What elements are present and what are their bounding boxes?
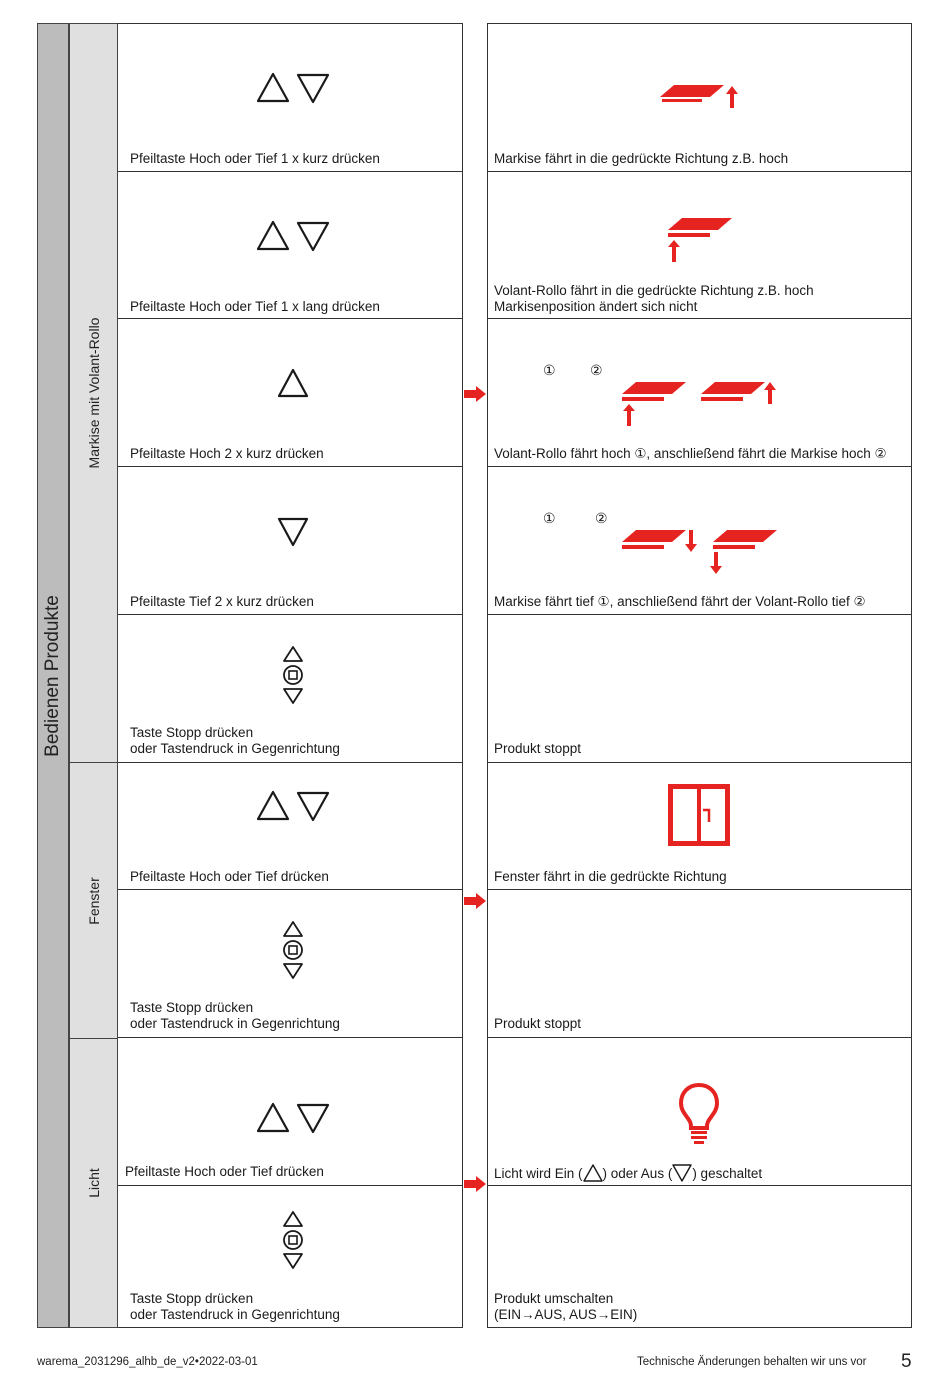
row-divider [487,889,912,890]
row-divider [118,1185,463,1186]
step-marker-1: ① [543,362,556,378]
row8-action: Pfeiltaste Hoch oder Tief drücken [125,1164,324,1179]
awning-icon [660,83,740,109]
row-divider [118,614,463,615]
up-key-icon [277,368,309,400]
row8-result-mid: ) oder Aus ( [602,1166,673,1181]
stop-key-icon [281,645,305,707]
table-border-right [911,23,912,1328]
row-divider [487,762,912,763]
awning-sequence-icon [620,528,780,576]
row5-result: Produkt stoppt [494,741,582,756]
group-label-licht: Licht [85,1168,102,1198]
up-down-keys-icon [256,72,330,104]
row-divider [487,1185,912,1186]
step-marker-2: ② [595,510,608,526]
footer-doc-id: warema_2031296_alhb_de_v2•2022-03-01 [37,1356,258,1368]
row3-result-text: Volant-Rollo fährt hoch ①, anschließend fährt die Markise hoch ② [494,446,887,461]
down-key-icon [672,1164,692,1182]
table-border-bottom-right [487,1327,912,1328]
row9-action-line1: Taste Stopp drücken [130,1291,254,1306]
row8-result-post: ) geschaltet [692,1166,763,1181]
row9-result-line1: Produkt umschalten [494,1291,614,1306]
sidebar-main-label: Bedienen Produkte [42,594,63,757]
down-key-icon [277,516,309,548]
row8-result-pre: Licht wird Ein ( [494,1166,583,1181]
row7-result: Produkt stoppt [494,1016,582,1031]
up-down-keys-icon [256,220,330,252]
row2-result-line1: Volant-Rollo fährt in die gedrückte Richtung z.B. hoch [494,283,814,298]
row-divider [118,171,463,172]
sidebar-main [37,23,69,1328]
row2-result-line2: Markisenposition ändert sich nicht [494,299,698,314]
row9-action-line2: oder Tastendruck in Gegenrichtung [130,1307,340,1322]
right-arrow-icon [463,1176,487,1192]
row3-result [494,446,887,462]
row4-action: Pfeiltaste Tief 2 x kurz drücken [130,594,314,609]
group-fenster [69,762,118,1038]
stop-key-icon [281,920,305,982]
stop-key-icon [281,1210,305,1272]
row-divider [487,171,912,172]
table-border-bottom-left [118,1327,463,1328]
up-key-icon [583,1164,603,1182]
up-down-keys-icon [256,790,330,822]
row-divider [118,466,463,467]
row-divider [487,614,912,615]
row1-action: Pfeiltaste Hoch oder Tief 1 x kurz drücken [130,151,380,166]
step-marker-2: ② [590,362,603,378]
up-down-keys-icon [256,1102,330,1134]
row1-result: Markise fährt in die gedrückte Richtung z.B. hoch [494,151,789,166]
row5-action-line2: oder Tastendruck in Gegenrichtung [130,741,340,756]
row9-result-line2: (EIN→AUS, AUS→EIN) [494,1307,638,1322]
row6-result: Fenster fährt in die gedrückte Richtung [494,869,727,884]
light-bulb-icon [678,1082,720,1146]
step-marker-1: ① [543,510,556,526]
divider-left [462,23,463,1328]
awning-sequence-icon [620,380,780,428]
row7-action-line1: Taste Stopp drücken [130,1000,254,1015]
row2-action: Pfeiltaste Hoch oder Tief 1 x lang drücken [130,299,380,314]
footer-notice: Technische Änderungen behalten wir uns vor [637,1356,867,1368]
row7-action-line2: oder Tastendruck in Gegenrichtung [130,1016,340,1031]
row-divider [118,318,463,319]
table-border-top-right [487,23,912,24]
row-divider [487,1037,912,1038]
row8-result [494,1164,762,1182]
awning-icon [664,216,734,264]
row-divider [118,889,463,890]
window-icon [668,784,730,846]
row-divider [118,1037,463,1038]
row3-action: Pfeiltaste Hoch 2 x kurz drücken [130,446,324,461]
table-border-top-left [118,23,463,24]
group-label-markise: Markise mit Volant-Rollo [85,317,102,469]
page-number: 5 [901,1351,912,1372]
divider-right [487,23,488,1328]
right-arrow-icon [463,893,487,909]
group-licht [69,1038,118,1328]
right-arrow-icon [463,386,487,402]
row-divider [487,466,912,467]
row4-result [494,594,866,610]
group-markise [69,23,118,762]
group-label-fenster: Fenster [85,876,102,925]
row5-action-line1: Taste Stopp drücken [130,725,254,740]
row6-action: Pfeiltaste Hoch oder Tief drücken [130,869,329,884]
row4-result-text: Markise fährt tief ①, anschließend fährt der Volant-Rollo tief ② [494,594,866,609]
row-divider [487,318,912,319]
row-divider [118,762,463,763]
